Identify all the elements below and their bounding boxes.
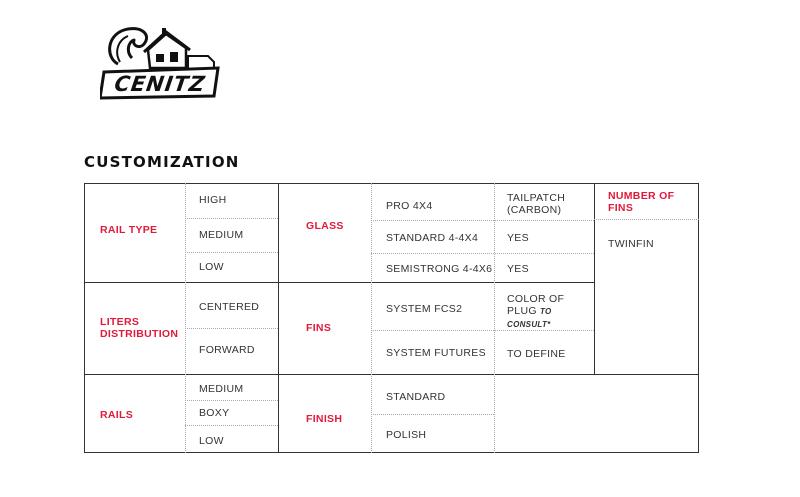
row-divider (185, 252, 278, 253)
page-title: CUSTOMIZATION (84, 153, 240, 171)
row-divider (371, 220, 594, 221)
finish-option: STANDARD (386, 391, 446, 403)
number-of-fins-label: NUMBER OF FINS (608, 190, 675, 214)
column-divider (278, 183, 279, 453)
fins-extra (507, 293, 579, 331)
glass-option: SEMISTRONG 4-4X6 (386, 263, 493, 275)
glass-option: PRO 4X4 (386, 200, 433, 212)
glass-label: GLASS (306, 220, 344, 232)
fins-extra-note: TO CONSULT* (507, 307, 552, 329)
number-of-fins-value: TWINFIN (608, 238, 654, 250)
glass-extra: TAILPATCH (CARBON) (507, 192, 566, 216)
rail-type-option: LOW (199, 261, 224, 273)
rail-type-option: MEDIUM (199, 229, 244, 241)
column-divider (594, 183, 595, 374)
glass-option: STANDARD 4-4X4 (386, 232, 479, 244)
rail-type-option: HIGH (199, 194, 227, 206)
finish-option: POLISH (386, 429, 427, 441)
row-divider (84, 374, 699, 375)
liters-distribution-label: LITERS DISTRIBUTION (100, 316, 179, 340)
row-divider (185, 400, 278, 401)
fins-label: FINS (306, 322, 332, 334)
liters-distribution-option: FORWARD (199, 344, 255, 356)
row-divider (371, 253, 594, 254)
glass-extra: YES (507, 232, 529, 244)
cenitz-logo[interactable] (100, 22, 222, 102)
row-divider (185, 328, 278, 329)
column-divider (371, 183, 372, 453)
liters-distribution-option: CENTERED (199, 301, 260, 313)
rails-label: RAILS (100, 409, 133, 421)
finish-label: FINISH (306, 413, 343, 425)
row-divider (84, 282, 594, 283)
fins-extra: TO DEFINE (507, 348, 566, 360)
fins-option: SYSTEM FUTURES (386, 347, 486, 359)
column-divider (494, 183, 495, 453)
fins-extra-main: COLOR OF PLUG (507, 293, 565, 317)
column-divider (185, 183, 186, 453)
rails-option: MEDIUM (199, 383, 244, 395)
row-divider (185, 425, 278, 426)
rails-option: BOXY (199, 407, 230, 419)
logo-text: CENITZ (112, 72, 208, 96)
fins-option: SYSTEM FCS2 (386, 303, 463, 315)
rails-option: LOW (199, 435, 224, 447)
rail-type-label: RAIL TYPE (100, 224, 158, 236)
row-divider (594, 219, 699, 220)
row-divider (185, 218, 278, 219)
row-divider (371, 414, 494, 415)
glass-extra: YES (507, 263, 529, 275)
